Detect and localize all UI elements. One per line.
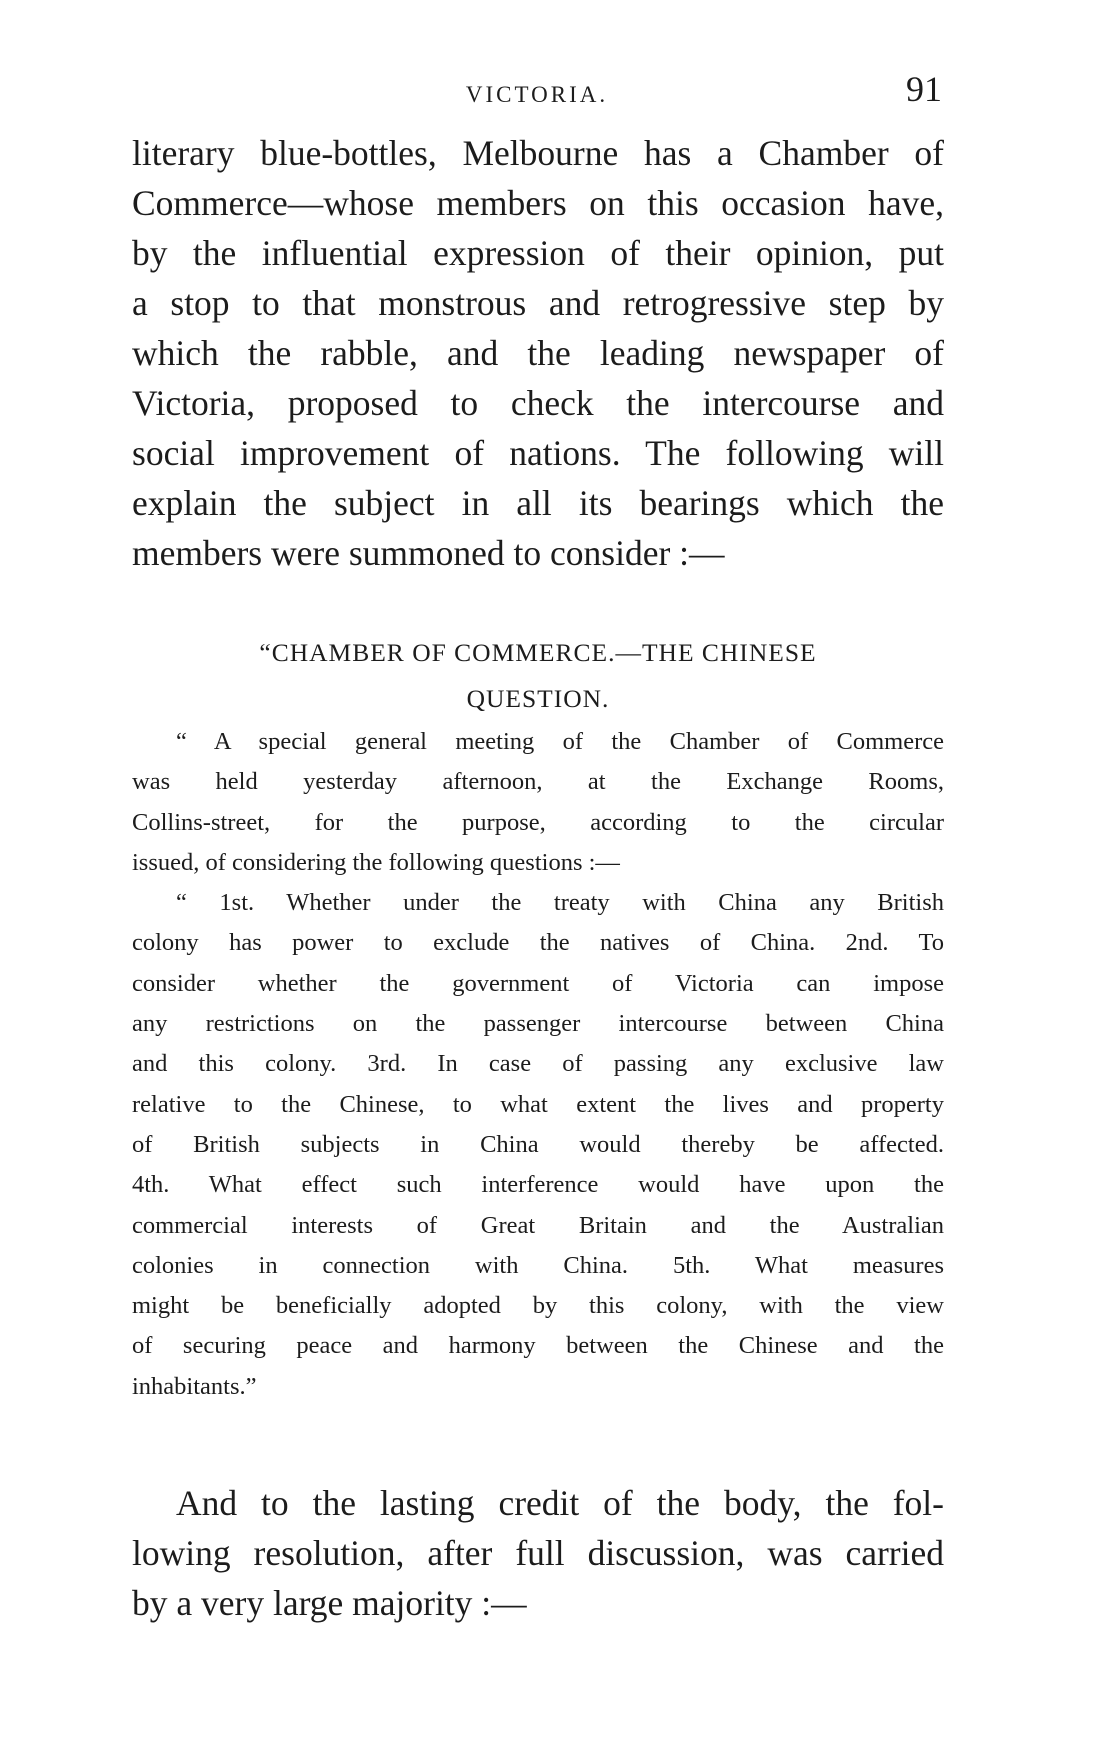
text-line: of securing peace and harmony between the Chinese and the: [132, 1332, 944, 1360]
text-line: inhabitants.”: [132, 1372, 257, 1400]
quote-heading: [132, 630, 944, 722]
heading-line: QUESTION.: [466, 684, 610, 713]
text-line: Commerce—whose members on this occasion have,: [132, 183, 944, 223]
text-line: 4th. What effect such interference would have upon the: [132, 1171, 944, 1199]
closing-paragraph: [132, 1478, 944, 1628]
quoted-report: [132, 722, 944, 1407]
text-line: consider whether the government of Victoria can impose: [132, 969, 944, 997]
text-line: literary blue-bottles, Melbourne has a Chamber of: [132, 133, 944, 173]
text-line: colony has power to exclude the natives of China. 2nd. To: [132, 929, 944, 957]
text-line: was held yesterday afternoon, at the Exchange Rooms,: [132, 768, 944, 796]
text-line: colonies in connection with China. 5th. What measures: [132, 1251, 944, 1279]
text-line: social improvement of nations. The following will: [132, 433, 944, 473]
text-line: by a very large majority :—: [132, 1583, 527, 1623]
text-line: any restrictions on the passenger intercourse between China: [132, 1010, 944, 1038]
running-head: [132, 68, 942, 118]
text-line: members were summoned to consider :—: [132, 533, 725, 573]
intro-paragraph: [132, 128, 944, 578]
text-line: “ A special general meeting of the Chamber of Commerce: [176, 728, 944, 755]
text-line: Collins-street, for the purpose, according to the circular: [132, 808, 944, 836]
text-line: might be beneficially adopted by this colony, with the view: [132, 1292, 944, 1320]
text-line: commercial interests of Great Britain and the Australian: [132, 1211, 944, 1239]
running-title: VICTORIA.: [465, 82, 609, 107]
text-line: and this colony. 3rd. In case of passing any exclusive law: [132, 1050, 944, 1078]
text-line: explain the subject in all its bearings which the: [132, 483, 944, 523]
text-line: relative to the Chinese, to what extent the lives and property: [132, 1090, 944, 1118]
text-line: “ 1st. Whether under the treaty with China any British: [176, 889, 944, 917]
text-line: lowing resolution, after full discussion, was carried: [132, 1533, 944, 1573]
text-line: by the influential expression of their opinion, put: [132, 233, 944, 273]
text-line: which the rabble, and the leading newspaper of: [132, 333, 944, 373]
heading-line: “CHAMBER OF COMMERCE.—THE CHINESE: [259, 638, 817, 667]
text-line: issued, of considering the following questions :—: [132, 848, 620, 876]
text-line: Victoria, proposed to check the intercourse and: [132, 383, 944, 423]
text-line: a stop to that monstrous and retrogressive step by: [132, 283, 944, 323]
text-line: of British subjects in China would thereby be affected.: [132, 1130, 944, 1158]
text-line: And to the lasting credit of the body, the fol-: [176, 1483, 944, 1523]
page-number: 91: [906, 69, 942, 109]
